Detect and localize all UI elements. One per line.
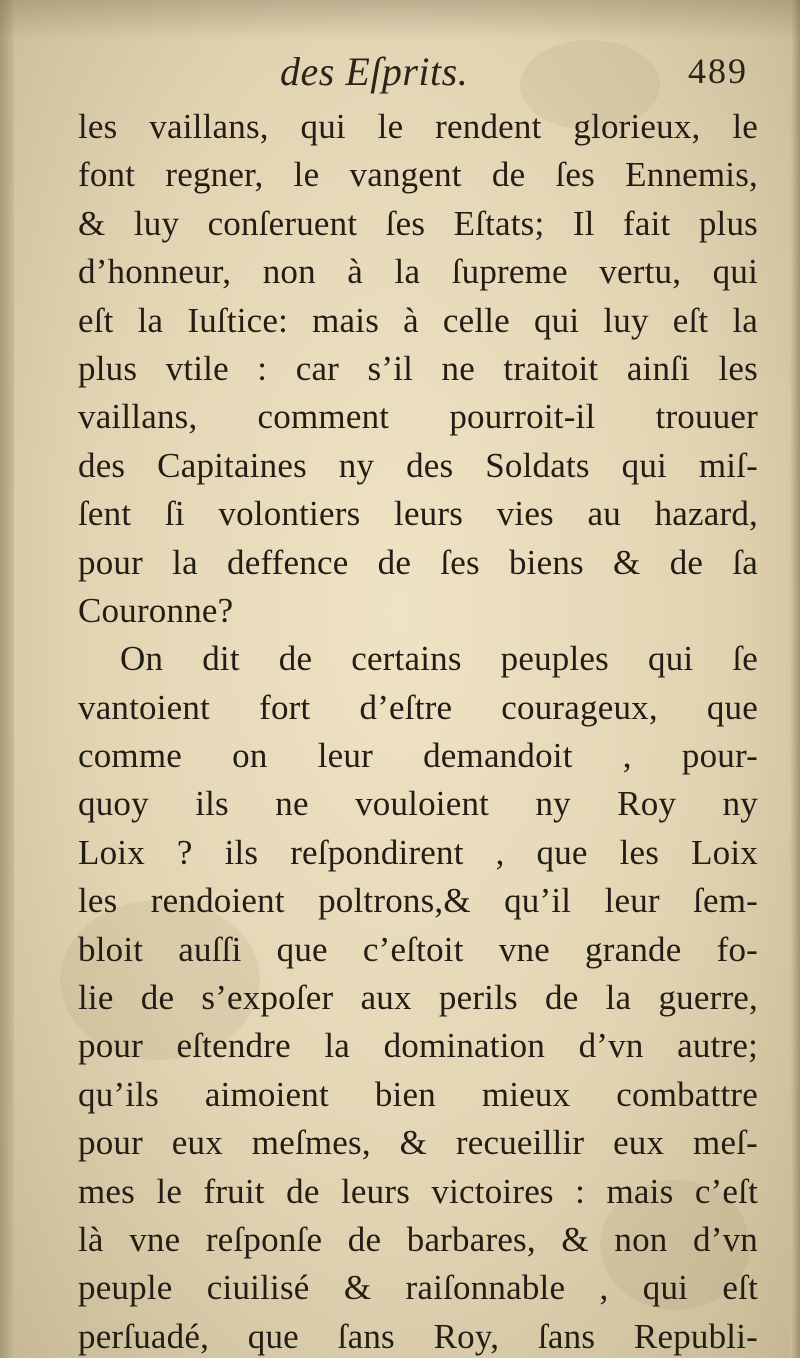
text-line: vaillans, comment pourroit-il trouuer — [78, 397, 758, 437]
text-line: vantoient fort d’eſtre courageux, que — [78, 687, 758, 727]
body-text — [78, 103, 758, 1358]
text-line: les vaillans, qui le rendent glorieux, le — [78, 107, 758, 146]
text-line: mes le fruit de leurs victoires : mais c’eſt — [78, 1171, 758, 1211]
page-number: 489 — [688, 51, 748, 91]
text-line: bloit auſſi que c’eſtoit vne grande fo- — [78, 929, 758, 969]
text-line: les rendoient poltrons,& qu’il leur ſem- — [78, 881, 758, 921]
text-line: d’honneur, non à la ſupreme vertu, qui — [78, 252, 758, 292]
text-line: plus vtile : car s’il ne traitoit ainſi les — [78, 348, 758, 388]
text-line: quoy ils ne vouloient ny Roy ny — [78, 784, 758, 824]
page-edge-right — [790, 0, 800, 1358]
text-line: peuple ciuilisé & raiſonnable , qui eſt — [78, 1268, 758, 1308]
text-line: pour eſtendre la domination d’vn autre; — [78, 1026, 758, 1066]
page-header — [70, 48, 760, 108]
text-line: qu’ils aimoient bien mieux combattre — [78, 1074, 758, 1114]
running-title: des Eſprits. — [280, 49, 469, 94]
text-line: perſuadé, que ſans Roy, ſans Republi- — [78, 1316, 758, 1356]
text-line: pour la deffence de ſes biens & de ſa — [78, 542, 758, 582]
page-top-shadow — [0, 0, 800, 40]
text-line: Loix ? ils reſpondirent , que les Loix — [78, 832, 758, 872]
text-line: ſent ſi volontiers leurs vies au hazard, — [78, 494, 758, 534]
text-line: On dit de certains peuples qui ſe — [120, 639, 758, 679]
text-line: font regner, le vangent de ſes Ennemis, — [78, 155, 758, 195]
text-line: pour eux meſmes, & recueillir eux meſ- — [78, 1123, 758, 1163]
text-line: là vne reſponſe de barbares, & non d’vn — [78, 1219, 758, 1259]
text-line: comme on leur demandoit , pour- — [78, 736, 758, 776]
text-line: eſt la Iuſtice: mais à celle qui luy eſt la — [78, 300, 758, 340]
text-line: Couronne? — [78, 590, 234, 630]
page-edge-left — [0, 0, 14, 1358]
text-line: & luy conſeruent ſes Eſtats; Il fait plus — [78, 203, 758, 243]
text-line: lie de s’expoſer aux perils de la guerre, — [78, 978, 758, 1018]
text-line: des Capitaines ny des Soldats qui miſ- — [78, 445, 758, 485]
